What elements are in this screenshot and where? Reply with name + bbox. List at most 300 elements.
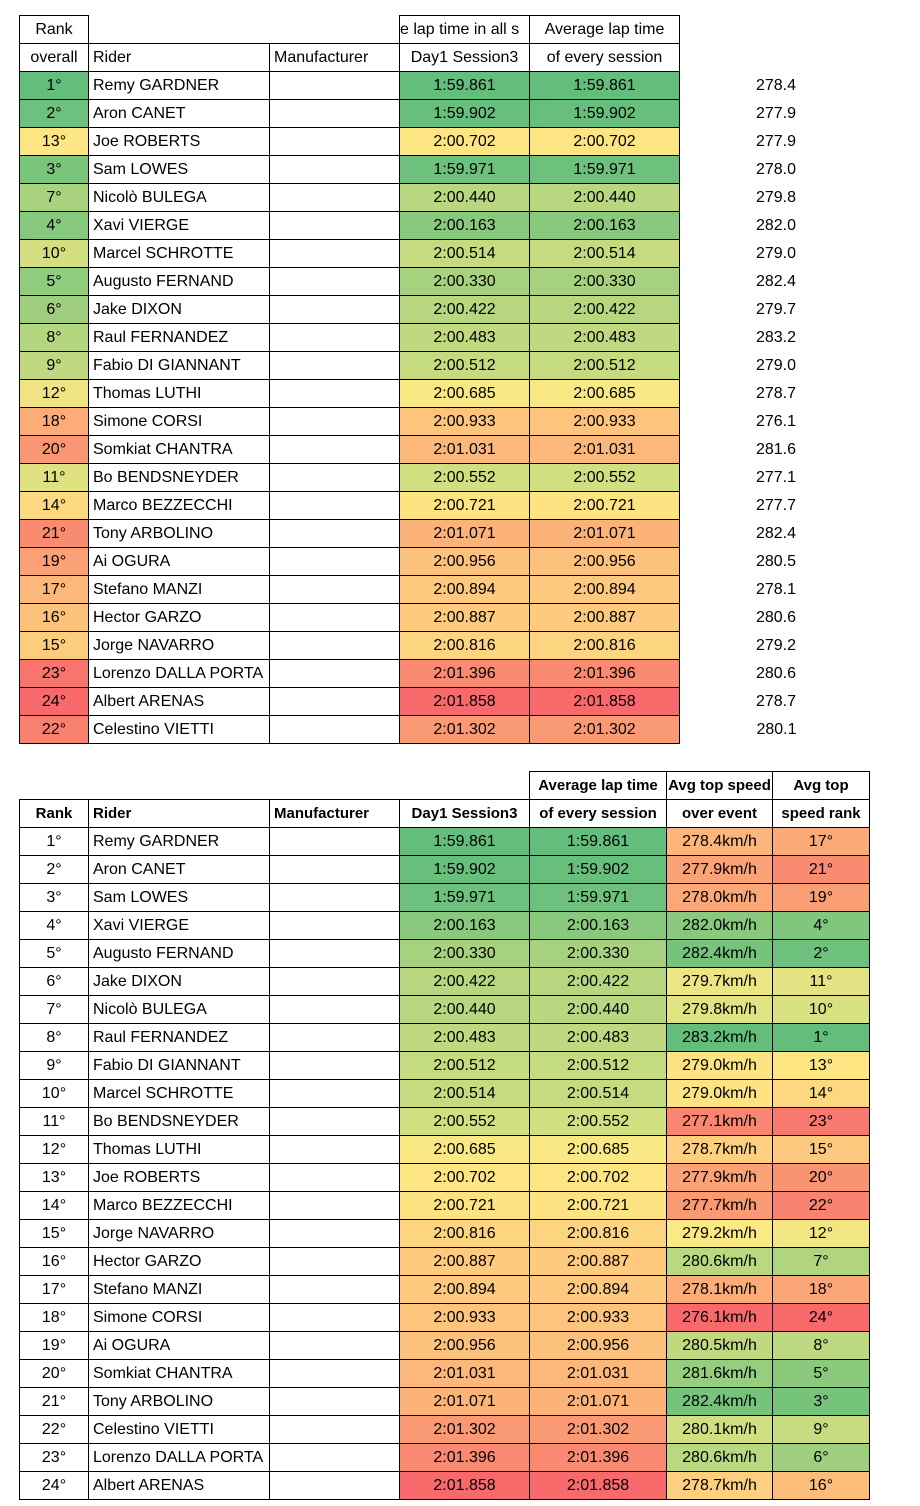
rank-cell: 9° <box>20 1052 89 1080</box>
manufacturer-cell <box>270 184 400 212</box>
avg-lap-cell: 2:00.721 <box>530 492 680 520</box>
table-row <box>20 464 805 492</box>
manufacturer-cell <box>270 436 400 464</box>
rider-cell: Tony ARBOLINO <box>89 1388 270 1416</box>
best-lap-cell: 2:00.816 <box>400 1220 530 1248</box>
lap-times-table-by-rank <box>19 771 870 1500</box>
speed-header-top: Avg top speed <box>667 772 773 800</box>
best-lap-cell: 2:00.422 <box>400 968 530 996</box>
avg-lap-cell: 2:00.422 <box>530 296 680 324</box>
speed-rank-cell: 2° <box>773 940 870 968</box>
best-lap-cell: 2:00.163 <box>400 212 530 240</box>
table-row <box>20 632 805 660</box>
best-lap-cell: 2:00.887 <box>400 1248 530 1276</box>
avg-lap-cell: 2:00.816 <box>530 632 680 660</box>
rider-cell: Jake DIXON <box>89 968 270 996</box>
best-lap-cell: 2:01.858 <box>400 1472 530 1500</box>
rank-cell: 13° <box>20 128 89 156</box>
manufacturer-cell <box>270 716 400 744</box>
manufacturer-cell <box>270 1276 400 1304</box>
table-row <box>20 1444 870 1472</box>
avg-lap-cell: 2:01.396 <box>530 1444 667 1472</box>
best-lap-cell: 2:00.933 <box>400 1304 530 1332</box>
speed-rank-cell: 23° <box>773 1108 870 1136</box>
top-speed-cell: 280.6 <box>755 665 796 682</box>
manufacturer-cell <box>270 688 400 716</box>
rank-cell: 16° <box>20 604 89 632</box>
table-row <box>20 660 805 688</box>
manufacturer-cell <box>270 1192 400 1220</box>
top-speed-cell: 277.9 <box>755 105 796 122</box>
avg-top-speed-cell: 277.9km/h <box>667 1164 773 1192</box>
rider-cell: Somkiat CHANTRA <box>89 1360 270 1388</box>
speed-rank-cell: 9° <box>773 1416 870 1444</box>
rider-header: Rider <box>89 800 270 828</box>
speed-rank-cell: 14° <box>773 1080 870 1108</box>
rider-cell: Thomas LUTHI <box>89 380 270 408</box>
table-row <box>20 492 805 520</box>
table-row <box>20 1108 870 1136</box>
manufacturer-header: Manufacturer <box>270 800 400 828</box>
top-speed-cell: 278.7 <box>755 693 796 710</box>
manufacturer-cell <box>270 968 400 996</box>
manufacturer-cell <box>270 1472 400 1500</box>
best-lap-cell: 2:00.702 <box>400 128 530 156</box>
top-speed-cell: 282.4 <box>755 525 796 542</box>
rank-header: Rank <box>20 800 89 828</box>
avg-lap-cell: 2:00.422 <box>530 968 667 996</box>
avg-lap-cell: 2:01.031 <box>530 436 680 464</box>
rider-cell: Joe ROBERTS <box>89 1164 270 1192</box>
rank-cell: 18° <box>20 408 89 436</box>
best-lap-cell: 2:00.330 <box>400 268 530 296</box>
avg-top-speed-cell: 278.4km/h <box>667 828 773 856</box>
table-row <box>20 72 805 100</box>
speed-rank-cell: 22° <box>773 1192 870 1220</box>
rank-cell: 4° <box>20 212 89 240</box>
avg-lap-cell: 2:01.858 <box>530 1472 667 1500</box>
table-row <box>20 436 805 464</box>
speed-rank-cell: 12° <box>773 1220 870 1248</box>
rank-cell: 5° <box>20 268 89 296</box>
table-row <box>20 604 805 632</box>
avg-lap-cell: 1:59.902 <box>530 100 680 128</box>
best-lap-cell: 2:00.685 <box>400 380 530 408</box>
avg-lap-cell: 2:00.933 <box>530 408 680 436</box>
rider-cell: Nicolò BULEGA <box>89 184 270 212</box>
table-row <box>20 1220 870 1248</box>
lap-times-table-by-session-order <box>19 15 805 744</box>
table-row <box>20 1304 870 1332</box>
rank-cell: 10° <box>20 1080 89 1108</box>
manufacturer-cell <box>270 128 400 156</box>
best-lap-header-bottom: Day1 Session3 <box>400 44 530 72</box>
avg-lap-cell: 2:00.330 <box>530 268 680 296</box>
speed-rank-cell: 11° <box>773 968 870 996</box>
rank-cell: 17° <box>20 576 89 604</box>
best-lap-cell: 2:01.031 <box>400 436 530 464</box>
rider-cell: Bo BENDSNEYDER <box>89 464 270 492</box>
rider-cell: Sam LOWES <box>89 884 270 912</box>
top-speed-cell: 279.8 <box>755 189 796 206</box>
manufacturer-cell <box>270 100 400 128</box>
best-lap-cell: 2:00.721 <box>400 492 530 520</box>
manufacturer-cell <box>270 324 400 352</box>
best-lap-cell: 1:59.861 <box>400 72 530 100</box>
top-speed-cell: 278.1 <box>755 581 796 598</box>
table-row <box>20 548 805 576</box>
table-row <box>20 520 805 548</box>
top-speed-cell: 278.7 <box>755 385 796 402</box>
best-lap-cell: 1:59.971 <box>400 884 530 912</box>
avg-top-speed-cell: 279.2km/h <box>667 1220 773 1248</box>
rank-cell: 8° <box>20 1024 89 1052</box>
best-lap-cell: 2:00.440 <box>400 184 530 212</box>
rider-cell: Raul FERNANDEZ <box>89 324 270 352</box>
rank-cell: 22° <box>20 716 89 744</box>
best-lap-cell: 2:01.031 <box>400 1360 530 1388</box>
avg-top-speed-cell: 280.6km/h <box>667 1248 773 1276</box>
speed-rank-header-bottom: speed rank <box>773 800 870 828</box>
speed-rank-cell: 1° <box>773 1024 870 1052</box>
avg-top-speed-cell: 280.1km/h <box>667 1416 773 1444</box>
rank-cell: 4° <box>20 912 89 940</box>
top-speed-cell: 283.2 <box>755 329 796 346</box>
rank-cell: 15° <box>20 632 89 660</box>
manufacturer-cell <box>270 1024 400 1052</box>
table-row <box>20 1248 870 1276</box>
rider-cell: Marcel SCHROTTE <box>89 1080 270 1108</box>
table-row <box>20 100 805 128</box>
top-speed-cell: 277.9 <box>755 133 796 150</box>
rank-cell: 3° <box>20 884 89 912</box>
best-lap-cell: 2:00.483 <box>400 1024 530 1052</box>
top-speed-cell: 277.7 <box>755 497 796 514</box>
top-speed-cell: 281.6 <box>755 441 796 458</box>
top-speed-cell: 278.4 <box>755 77 796 94</box>
avg-lap-cell: 2:00.483 <box>530 324 680 352</box>
avg-top-speed-cell: 282.4km/h <box>667 940 773 968</box>
rider-cell: Ai OGURA <box>89 1332 270 1360</box>
avg-lap-cell: 2:00.685 <box>530 380 680 408</box>
rider-cell: Joe ROBERTS <box>89 128 270 156</box>
avg-lap-cell: 1:59.971 <box>530 156 680 184</box>
rank-cell: 8° <box>20 324 89 352</box>
top-speed-cell: 279.7 <box>755 301 796 318</box>
rank-cell: 12° <box>20 1136 89 1164</box>
rider-cell: Fabio DI GIANNANT <box>89 352 270 380</box>
manufacturer-cell <box>270 408 400 436</box>
rank-cell: 5° <box>20 940 89 968</box>
manufacturer-cell <box>270 1416 400 1444</box>
best-lap-cell: 2:01.396 <box>400 660 530 688</box>
avg-lap-cell: 2:00.685 <box>530 1136 667 1164</box>
manufacturer-cell <box>270 520 400 548</box>
rider-cell: Thomas LUTHI <box>89 1136 270 1164</box>
rider-cell: Bo BENDSNEYDER <box>89 1108 270 1136</box>
rank-cell: 21° <box>20 520 89 548</box>
avg-lap-cell: 2:01.396 <box>530 660 680 688</box>
table-row <box>20 1388 870 1416</box>
table-row <box>20 1472 870 1500</box>
avg-lap-cell: 2:00.894 <box>530 576 680 604</box>
manufacturer-cell <box>270 296 400 324</box>
rank-cell: 15° <box>20 1220 89 1248</box>
avg-lap-cell: 1:59.902 <box>530 856 667 884</box>
table-row <box>20 380 805 408</box>
speed-rank-cell: 13° <box>773 1052 870 1080</box>
manufacturer-cell <box>270 352 400 380</box>
best-lap-cell: 2:00.512 <box>400 352 530 380</box>
manufacturer-cell <box>270 492 400 520</box>
avg-top-speed-cell: 278.1km/h <box>667 1276 773 1304</box>
rank-cell: 1° <box>20 828 89 856</box>
avg-lap-cell: 2:00.956 <box>530 1332 667 1360</box>
rank-cell: 13° <box>20 1164 89 1192</box>
speed-rank-cell: 8° <box>773 1332 870 1360</box>
manufacturer-cell <box>270 212 400 240</box>
rank-header-top: Rank <box>20 16 89 44</box>
best-lap-cell: 2:00.933 <box>400 408 530 436</box>
table-row <box>20 1360 870 1388</box>
manufacturer-cell <box>270 240 400 268</box>
avg-lap-cell: 2:00.512 <box>530 1052 667 1080</box>
rider-cell: Hector GARZO <box>89 604 270 632</box>
best-lap-cell: 2:00.685 <box>400 1136 530 1164</box>
manufacturer-cell <box>270 912 400 940</box>
rider-header: Rider <box>89 44 270 72</box>
table-row <box>20 940 870 968</box>
manufacturer-cell <box>270 268 400 296</box>
best-lap-cell: 2:00.956 <box>400 1332 530 1360</box>
avg-top-speed-cell: 283.2km/h <box>667 1024 773 1052</box>
avg-top-speed-cell: 276.1km/h <box>667 1304 773 1332</box>
speed-rank-header-top: Avg top <box>773 772 870 800</box>
rider-cell: Lorenzo DALLA PORTA <box>89 1444 270 1472</box>
best-lap-header-top: e lap time in all s <box>400 16 530 44</box>
speed-rank-cell: 3° <box>773 1388 870 1416</box>
top-speed-cell: 278.0 <box>755 161 796 178</box>
best-lap-cell: 2:01.302 <box>400 716 530 744</box>
avg-lap-cell: 2:00.163 <box>530 212 680 240</box>
manufacturer-cell <box>270 1052 400 1080</box>
rider-cell: Nicolò BULEGA <box>89 996 270 1024</box>
table-row <box>20 1416 870 1444</box>
manufacturer-cell <box>270 884 400 912</box>
avg-lap-cell: 2:00.721 <box>530 1192 667 1220</box>
rank-cell: 14° <box>20 1192 89 1220</box>
manufacturer-cell <box>270 72 400 100</box>
best-lap-cell: 2:01.858 <box>400 688 530 716</box>
speed-rank-cell: 21° <box>773 856 870 884</box>
rank-cell: 20° <box>20 436 89 464</box>
rank-cell: 17° <box>20 1276 89 1304</box>
avg-lap-cell: 2:01.071 <box>530 1388 667 1416</box>
rider-cell: Jorge NAVARRO <box>89 632 270 660</box>
rank-cell: 18° <box>20 1304 89 1332</box>
manufacturer-cell <box>270 604 400 632</box>
avg-lap-header-top: Average lap time <box>530 772 667 800</box>
avg-lap-cell: 2:00.440 <box>530 996 667 1024</box>
manufacturer-cell <box>270 1444 400 1472</box>
best-lap-cell: 2:01.302 <box>400 1416 530 1444</box>
manufacturer-cell <box>270 156 400 184</box>
rider-cell: Albert ARENAS <box>89 688 270 716</box>
rank-cell: 10° <box>20 240 89 268</box>
best-lap-cell: 2:01.071 <box>400 1388 530 1416</box>
avg-lap-cell: 2:00.887 <box>530 1248 667 1276</box>
avg-lap-cell: 2:00.702 <box>530 128 680 156</box>
rider-cell: Remy GARDNER <box>89 72 270 100</box>
speed-rank-cell: 15° <box>773 1136 870 1164</box>
best-lap-cell: 2:00.422 <box>400 296 530 324</box>
rank-cell: 3° <box>20 156 89 184</box>
avg-lap-cell: 2:00.440 <box>530 184 680 212</box>
rank-cell: 21° <box>20 1388 89 1416</box>
best-lap-cell: 2:01.396 <box>400 1444 530 1472</box>
avg-lap-header-bottom: of every session <box>530 800 667 828</box>
avg-top-speed-cell: 279.8km/h <box>667 996 773 1024</box>
rider-cell: Stefano MANZI <box>89 576 270 604</box>
avg-lap-cell: 2:00.887 <box>530 604 680 632</box>
rank-cell: 6° <box>20 968 89 996</box>
rider-cell: Stefano MANZI <box>89 1276 270 1304</box>
manufacturer-cell <box>270 380 400 408</box>
rider-cell: Hector GARZO <box>89 1248 270 1276</box>
table-row <box>20 884 870 912</box>
table-row <box>20 128 805 156</box>
rider-cell: Albert ARENAS <box>89 1472 270 1500</box>
table-row <box>20 688 805 716</box>
rider-cell: Aron CANET <box>89 100 270 128</box>
table-row <box>20 156 805 184</box>
rider-cell: Remy GARDNER <box>89 828 270 856</box>
rank-cell: 23° <box>20 1444 89 1472</box>
avg-lap-cell: 2:01.858 <box>530 688 680 716</box>
avg-top-speed-cell: 281.6km/h <box>667 1360 773 1388</box>
manufacturer-cell <box>270 1332 400 1360</box>
best-lap-cell: 2:00.512 <box>400 1052 530 1080</box>
avg-top-speed-cell: 282.4km/h <box>667 1388 773 1416</box>
table-row <box>20 1192 870 1220</box>
avg-lap-cell: 2:00.552 <box>530 1108 667 1136</box>
avg-top-speed-cell: 280.5km/h <box>667 1332 773 1360</box>
avg-lap-cell: 2:00.933 <box>530 1304 667 1332</box>
table-row <box>20 1136 870 1164</box>
table-row <box>20 212 805 240</box>
rank-cell: 1° <box>20 72 89 100</box>
avg-lap-cell: 1:59.861 <box>530 72 680 100</box>
rank-cell: 11° <box>20 464 89 492</box>
manufacturer-cell <box>270 1164 400 1192</box>
rank-cell: 20° <box>20 1360 89 1388</box>
rank-cell: 19° <box>20 1332 89 1360</box>
manufacturer-cell <box>270 1248 400 1276</box>
table-row <box>20 240 805 268</box>
rank-cell: 16° <box>20 1248 89 1276</box>
rider-cell: Marco BEZZECCHI <box>89 492 270 520</box>
rider-cell: Marcel SCHROTTE <box>89 240 270 268</box>
rank-cell: 7° <box>20 996 89 1024</box>
best-lap-cell: 2:00.163 <box>400 912 530 940</box>
rider-cell: Augusto FERNAND <box>89 268 270 296</box>
rider-cell: Somkiat CHANTRA <box>89 436 270 464</box>
avg-lap-cell: 2:01.071 <box>530 520 680 548</box>
speed-rank-cell: 19° <box>773 884 870 912</box>
speed-rank-cell: 6° <box>773 1444 870 1472</box>
table-row <box>20 996 870 1024</box>
speed-rank-cell: 24° <box>773 1304 870 1332</box>
manufacturer-cell <box>270 1360 400 1388</box>
rider-cell: Ai OGURA <box>89 548 270 576</box>
avg-lap-cell: 2:00.163 <box>530 912 667 940</box>
best-lap-cell: 2:00.887 <box>400 604 530 632</box>
table-row <box>20 1052 870 1080</box>
rider-cell: Jorge NAVARRO <box>89 1220 270 1248</box>
speed-rank-cell: 17° <box>773 828 870 856</box>
rider-cell: Simone CORSI <box>89 408 270 436</box>
best-lap-cell: 2:00.721 <box>400 1192 530 1220</box>
best-lap-cell: 2:00.483 <box>400 324 530 352</box>
avg-lap-cell: 1:59.861 <box>530 828 667 856</box>
rider-cell: Celestino VIETTI <box>89 716 270 744</box>
top-speed-cell: 279.0 <box>755 357 796 374</box>
rider-cell: Aron CANET <box>89 856 270 884</box>
best-lap-cell: 2:00.440 <box>400 996 530 1024</box>
rank-cell: 2° <box>20 100 89 128</box>
rank-cell: 22° <box>20 1416 89 1444</box>
rider-cell: Xavi VIERGE <box>89 912 270 940</box>
best-lap-cell: 1:59.902 <box>400 100 530 128</box>
avg-top-speed-cell: 279.0km/h <box>667 1080 773 1108</box>
avg-lap-cell: 2:00.816 <box>530 1220 667 1248</box>
avg-top-speed-cell: 277.7km/h <box>667 1192 773 1220</box>
avg-lap-cell: 2:00.330 <box>530 940 667 968</box>
table-row <box>20 268 805 296</box>
avg-lap-cell: 2:00.552 <box>530 464 680 492</box>
rank-cell: 6° <box>20 296 89 324</box>
rank-cell: 19° <box>20 548 89 576</box>
avg-top-speed-cell: 278.7km/h <box>667 1136 773 1164</box>
best-lap-cell: 2:00.816 <box>400 632 530 660</box>
rider-cell: Raul FERNANDEZ <box>89 1024 270 1052</box>
avg-lap-header-top: Average lap time <box>530 16 680 44</box>
avg-lap-cell: 2:00.514 <box>530 1080 667 1108</box>
avg-lap-cell: 2:00.514 <box>530 240 680 268</box>
avg-lap-cell: 2:00.702 <box>530 1164 667 1192</box>
rider-cell: Celestino VIETTI <box>89 1416 270 1444</box>
avg-top-speed-cell: 279.0km/h <box>667 1052 773 1080</box>
speed-rank-cell: 18° <box>773 1276 870 1304</box>
manufacturer-cell <box>270 632 400 660</box>
avg-top-speed-cell: 277.1km/h <box>667 1108 773 1136</box>
rider-cell: Sam LOWES <box>89 156 270 184</box>
best-lap-header: Day1 Session3 <box>400 800 530 828</box>
rank-cell: 24° <box>20 1472 89 1500</box>
rank-cell: 12° <box>20 380 89 408</box>
table-row <box>20 296 805 324</box>
rider-cell: Jake DIXON <box>89 296 270 324</box>
manufacturer-cell <box>270 1388 400 1416</box>
best-lap-cell: 2:00.514 <box>400 1080 530 1108</box>
avg-lap-cell: 2:00.483 <box>530 1024 667 1052</box>
speed-rank-cell: 7° <box>773 1248 870 1276</box>
avg-lap-cell: 2:01.031 <box>530 1360 667 1388</box>
avg-top-speed-cell: 278.7km/h <box>667 1472 773 1500</box>
manufacturer-cell <box>270 1136 400 1164</box>
table-row <box>20 716 805 744</box>
table-row <box>20 912 870 940</box>
